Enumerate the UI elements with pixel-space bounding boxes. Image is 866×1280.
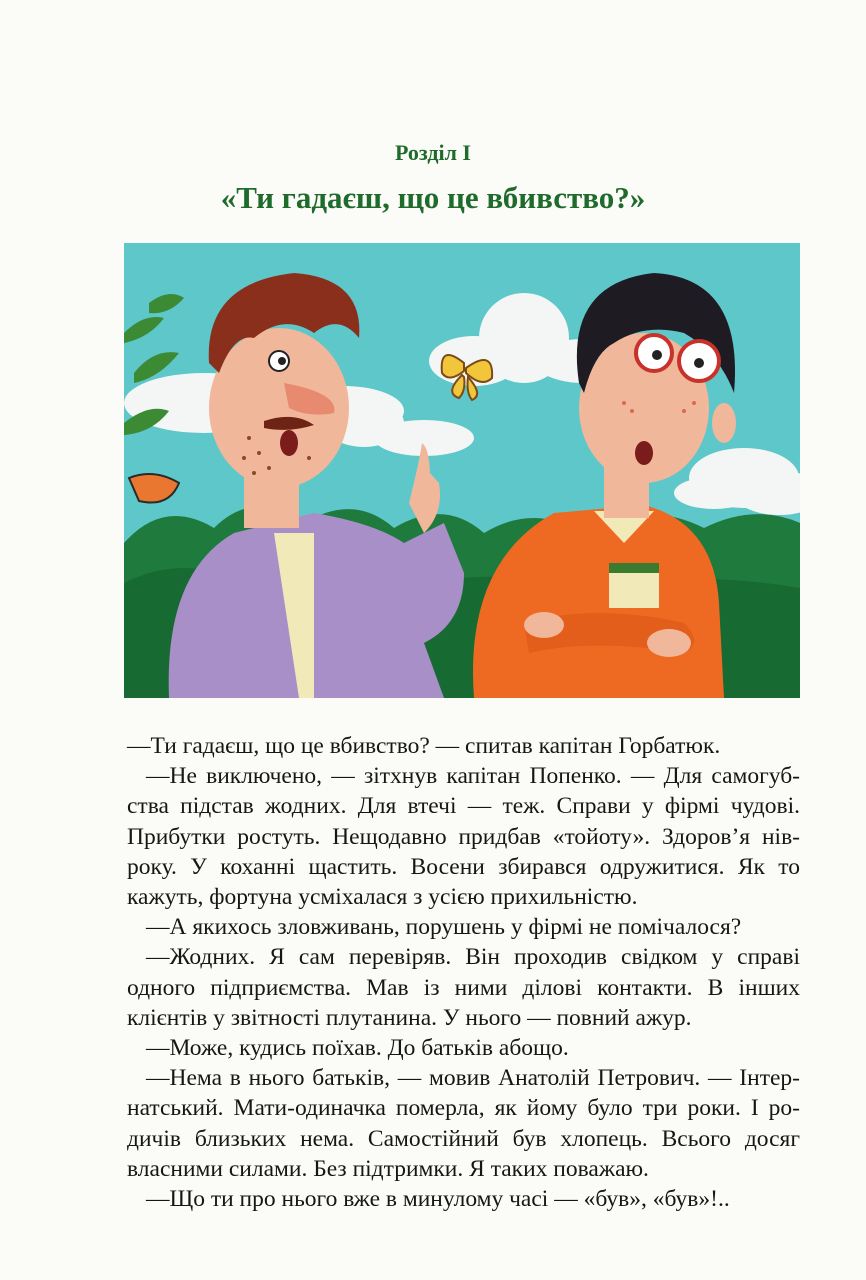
text-line: —Ти гадаєш, що це вбивство? — спитав капітан Горбатюк. <box>127 733 721 759</box>
text-line: ства підстав жодних. Для втечі — теж. Справи у фірмі чудові. <box>127 793 800 820</box>
text-line: —Жодних. Я сам перевіряв. Він проходив свідком у справі <box>146 944 800 971</box>
chapter-label: Розділ I <box>395 140 471 165</box>
text-line: власними силами. Без підтримки. Я таких поважаю. <box>127 1155 649 1182</box>
text-line: —Нема в нього батьків, — мовив Анатолій Петрович. — Інтер- <box>146 1065 800 1092</box>
text-line: одного підприємства. Мав із ними ділові контакти. В інших <box>127 974 800 1001</box>
text-line: —А якихось зловживань, порушень у фірмі не помічалося? <box>146 914 742 941</box>
text-line: клієнтів у звітності плутанина. У нього — повний ажур. <box>127 1004 692 1031</box>
text-line: —Що ти про нього вже в минулому часі — «був», «був»!.. <box>146 1186 730 1213</box>
text-line: Прибутки ростуть. Нещодавно придбав «тойоту». Здоров’я нів- <box>127 823 800 850</box>
text-line: —Не виключено, — зітхнув капітан Попенко. — Для самогуб- <box>146 763 800 790</box>
text-line: кажуть, фортуна усміхалася з усією прихильністю. <box>127 884 638 911</box>
chapter-title: «Ти гадаєш, що це вбивство?» <box>220 180 646 215</box>
text-line: року. У коханні щастить. Восени збирався одружитися. Як то <box>127 853 800 880</box>
chapter-illustration <box>124 243 800 698</box>
text-line: —Може, кудись поїхав. До батьків абощо. <box>146 1035 569 1062</box>
body-text <box>127 731 800 1214</box>
text-line: дичів близьких нема. Самостійний був хлопець. Всього досяг <box>127 1125 800 1152</box>
text-line: натський. Мати-одиначка померла, як йому було три роки. І ро- <box>127 1095 800 1122</box>
